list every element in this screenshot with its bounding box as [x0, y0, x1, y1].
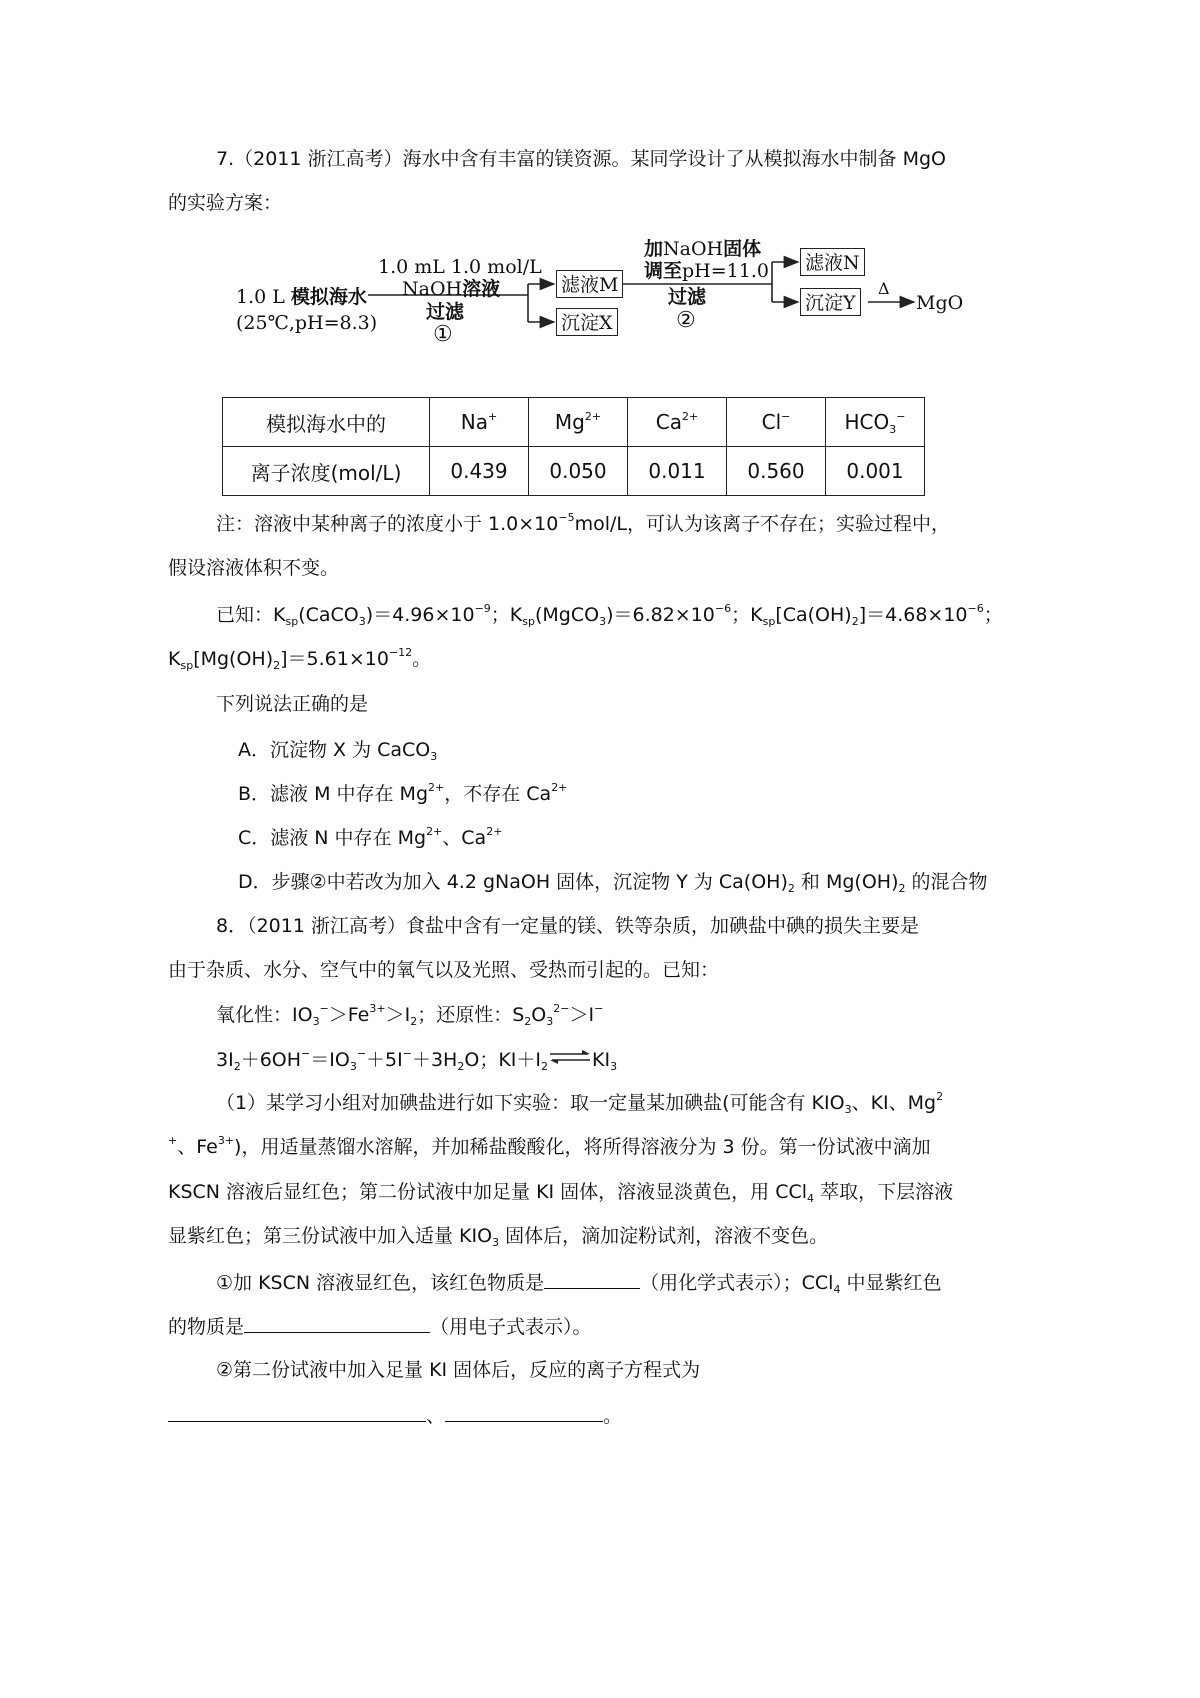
step1-reagent-2: NaOH溶液: [402, 278, 501, 300]
oxidation-reduction-line: 氧化性：$IO_3^->Fe^{3+}>I_2$；还原性：$S_2O_3^{2-}>I^-$: [216, 1002, 604, 1028]
row-header-1: 模拟海水中的: [223, 398, 430, 447]
answer-blank-2[interactable]: [244, 1312, 430, 1333]
q7-intro-line-2: 的实验方案：: [168, 192, 283, 214]
sub1-line-1: ①加 KSCN 溶液显红色，该红色物质是 （用化学式表示）；CCl$_4$ 中显紫红色: [216, 1268, 942, 1296]
step1-number: ①: [433, 322, 453, 347]
value-ca: 0.011: [628, 447, 727, 496]
answer-blank-1[interactable]: [544, 1268, 640, 1289]
option-b: B．滤液 M 中存在 $Mg^{2+}$，不存在 $Ca^{2+}$: [238, 781, 568, 805]
q8-intro-line-2: 由于杂质、水分、空气中的氧气以及光照、受热而引起的。已知：: [168, 959, 720, 981]
known-line-1: 已知：$K_{sp}(CaCO_3)=4.96\times 10^{-9}$；$K_{sp}(MgCO_3)=6.82\times 10^{-6}$；$K_{sp}[Ca(OH)_2]=4.68\times 10^{-6}$；: [216, 602, 1003, 628]
value-na: 0.439: [430, 447, 529, 496]
sub1-line-2: 的物质是 （用电子式表示）。: [168, 1312, 592, 1340]
known-line-2: $K_{sp}[Mg(OH)_2]=5.61\times 10^{-12}$。: [168, 646, 432, 672]
option-c: C．滤液 N 中存在 $Mg^{2+}$、$Ca^{2+}$: [238, 825, 503, 849]
box-filtrate-m: 滤液M: [556, 270, 623, 298]
step2-filter: 过滤: [668, 286, 707, 308]
ion-hco3: $HCO_3^-$: [826, 398, 925, 447]
row-header-2: 离子浓度(mol/L): [223, 447, 430, 496]
note-line-2: 假设溶液体积不变。: [168, 557, 340, 579]
part1-line-4: 显紫红色；第三份试液中加入适量 $KIO_3$ 固体后，滴加淀粉试剂，溶液不变色。: [168, 1225, 829, 1249]
box-precip-x: 沉淀X: [556, 308, 618, 336]
step1-filter: 过滤: [426, 301, 465, 323]
start-volume: 1.0 L 模拟海水: [236, 286, 367, 308]
answer-blank-4[interactable]: [445, 1401, 603, 1422]
option-d: D．步骤②中若改为加入 4.2 gNaOH 固体，沉淀物 Y 为 $Ca(OH)_2$ 和 $Mg(OH)_2$ 的混合物: [238, 871, 988, 895]
ion-ca: $Ca^{2+}$: [628, 398, 727, 447]
value-hco3: 0.001: [826, 447, 925, 496]
step2-reagent-1: 加NaOH固体: [644, 238, 762, 260]
answer-blank-3[interactable]: [168, 1401, 426, 1422]
box-filtrate-n: 滤液N: [800, 248, 865, 276]
part1-line-2: +、$Fe^{3+}$)，用适量蒸馏水溶解，并加稀盐酸酸化，将所得溶液分为 3 份。第一份试液中滴加: [168, 1134, 931, 1158]
part1-line-3: KSCN 溶液后显红色；第二份试液中加足量 KI 固体，溶液显淡黄色，用 CCl$_4$ 萃取，下层溶液: [168, 1181, 954, 1205]
option-a: A．沉淀物 X 为 CaCO$_3$: [238, 739, 438, 763]
step2-reagent-2: 调至pH=11.0: [644, 260, 769, 282]
note-line-1: 注：溶液中某种离子的浓度小于 $1.0\times 10^{-5}mol/L$，可认为该离子不存在；实验过程中，: [216, 511, 950, 535]
step1-reagent: 1.0 mL 1.0 mol/L: [378, 256, 542, 278]
ion-cl: Cl−: [727, 398, 826, 447]
heat-symbol: Δ: [878, 279, 890, 298]
equilibrium-arrows-icon: [548, 1050, 592, 1064]
flow-diagram: [236, 238, 1050, 382]
sub2-line-2: 、 。: [168, 1401, 622, 1429]
box-precip-y: 沉淀Y: [800, 288, 861, 316]
value-mg: 0.050: [529, 447, 628, 496]
start-conditions: (25℃,pH=8.3): [236, 312, 378, 334]
sub2-line-1: ②第二份试液中加入足量 KI 固体后，反应的离子方程式为: [216, 1359, 701, 1381]
step2-number: ②: [676, 308, 696, 333]
value-cl: 0.560: [727, 447, 826, 496]
part1-line-1: （1）某学习小组对加碘盐进行如下实验：取一定量某加碘盐(可能含有 $KIO_3$、KI、Mg$^2$: [216, 1090, 944, 1116]
product-mgo: MgO: [916, 292, 964, 314]
question-stem: 下列说法正确的是: [216, 693, 369, 715]
ion-mg: $Mg^{2+}$: [529, 398, 628, 447]
ion-na: Na+: [430, 398, 529, 447]
q7-intro-line-1: 7.（2011 浙江高考）海水中含有丰富的镁资源。某同学设计了从模拟海水中制备 MgO: [216, 148, 946, 170]
equation-line: $3I_2+6OH^-=IO_3^-+5I^-+3H_2O$；$KI+I_2$ $KI_3$: [216, 1047, 618, 1073]
ion-table: [222, 397, 925, 496]
q8-intro-line-1: 8．（2011 浙江高考）食盐中含有一定量的镁、铁等杂质，加碘盐中碘的损失主要是: [216, 915, 919, 937]
